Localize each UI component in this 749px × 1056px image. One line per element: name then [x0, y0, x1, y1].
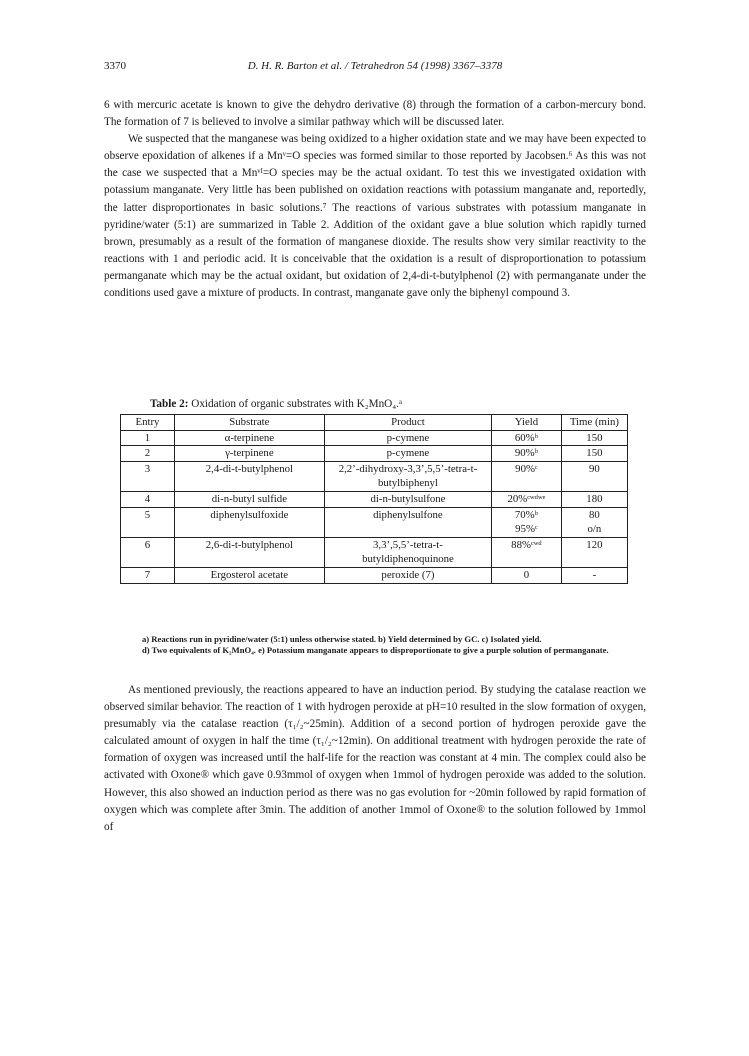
- cell-line: 2,4-di-t-butylphenol: [205, 462, 293, 475]
- table-row: [121, 461, 628, 491]
- table-cell-time: [561, 461, 627, 491]
- cell-line: 2,6-di-t-butylphenol: [205, 538, 293, 551]
- table-cell-substrate: [174, 430, 324, 446]
- body-text-top: [104, 97, 646, 302]
- page-number: 3370: [104, 60, 126, 72]
- page-header: [104, 60, 646, 76]
- cell-line: 20%ᶜʷᵈʷᵉ: [507, 492, 546, 505]
- table-cell-substrate: [174, 537, 324, 567]
- cell-line: -: [592, 568, 597, 581]
- table-row: [121, 507, 628, 537]
- footnote: a) Reactions run in pyridine/water (5:1) unless otherwise stated. b) Yield determined by GC. c) Isolated yield.: [142, 634, 542, 644]
- table-caption-label: Table 2:: [150, 398, 189, 410]
- cell-line: 88%ᶜʷᵈ: [511, 538, 542, 551]
- table-cell-product: [324, 567, 491, 583]
- table-row: [121, 430, 628, 446]
- table-cell-entry: 1: [121, 430, 175, 446]
- cell-line: 70%ᵇ: [514, 508, 539, 521]
- table-cell-substrate: [174, 507, 324, 537]
- cell-line: di-n-butyl sulfide: [211, 492, 288, 505]
- cell-line: 150: [586, 447, 603, 460]
- table-row: [121, 491, 628, 507]
- paragraph: As mentioned previously, the reactions appeared to have an induction period. By studying the catalase reaction we observed similar behavior. The reaction of 1 with hydrogen peroxide at pH=10 resulted in the slow formation of oxygen, presumably via the catalase reaction (τ₁/₂~25min). Addition of a second portion of hydrogen peroxide gave the calculated amount of oxygen in half the time (τ₁/₂~12min). On additional treatment with hydrogen peroxide the rate of formation of oxygen was increased until the half-life for the reaction was constant at 4 min. The complex could also be activated with Oxone® which gave 0.93mmol of oxygen when 1mmol of hydrogen peroxide was added to the solution. However, this also showed an induction period as there was no gas evolution for ~20min followed by rapid formation of oxygen which was complete after 3min. The addition of another 1mmol of Oxone® to the solution followed by 1mmol of: [104, 684, 646, 833]
- cell-line: 2,2’-dihydroxy-3,3’,5,5’-tetra-t-: [338, 462, 478, 475]
- table-caption-text: Oxidation of organic substrates with K₂MnO₄.ᵃ: [191, 398, 403, 410]
- table-cell-time: [561, 507, 627, 537]
- cell-line: butylbiphenyl: [377, 477, 438, 490]
- table-cell-time: [561, 567, 627, 583]
- cell-line: 90%ᵇ: [514, 447, 539, 460]
- cell-line: 120: [586, 538, 603, 551]
- table-cell-substrate: [174, 461, 324, 491]
- cell-line: 90%ᶜ: [515, 462, 538, 475]
- table-cell-yield: [492, 507, 562, 537]
- table-cell-product: [324, 446, 491, 462]
- table-row: [121, 537, 628, 567]
- cell-line: o/n: [587, 523, 602, 536]
- table-body: [121, 430, 628, 583]
- table-cell-yield: [492, 461, 562, 491]
- table-cell-yield: [492, 567, 562, 583]
- results-table: [120, 414, 628, 584]
- table-cell-entry: 6: [121, 537, 175, 567]
- cell-line: 150: [586, 431, 603, 444]
- cell-line: diphenylsulfoxide: [210, 508, 289, 521]
- cell-line: 95%ᶜ: [515, 523, 538, 536]
- table-cell-product: [324, 491, 491, 507]
- table-cell-entry: 3: [121, 461, 175, 491]
- table-cell-time: [561, 430, 627, 446]
- footnote: d) Two equivalents of K₂MnO₄. e) Potassium manganate appears to disproportionate to give a purple solution of permanganate.: [142, 644, 609, 655]
- table-cell-substrate: [174, 446, 324, 462]
- table-cell-entry: 2: [121, 446, 175, 462]
- cell-line: 90: [589, 462, 600, 475]
- table-cell-time: [561, 537, 627, 567]
- table-cell-entry: 5: [121, 507, 175, 537]
- table-cell-time: [561, 446, 627, 462]
- column-header-substrate: Substrate: [174, 415, 324, 431]
- cell-line: 180: [586, 492, 603, 505]
- cell-line: butyldiphenoquinone: [362, 553, 454, 566]
- cell-line: γ-terpinene: [225, 447, 274, 460]
- cell-line: p-cymene: [386, 447, 430, 460]
- column-header-yield: Yield: [492, 415, 562, 431]
- cell-line: di-n-butylsulfone: [370, 492, 446, 505]
- table-row: [121, 567, 628, 583]
- table-cell-product: [324, 430, 491, 446]
- table-cell-time: [561, 491, 627, 507]
- column-header-time: Time (min): [561, 415, 627, 431]
- table-header-row: [121, 415, 628, 431]
- table-cell-product: [324, 537, 491, 567]
- table-cell-product: [324, 461, 491, 491]
- table-cell-yield: [492, 537, 562, 567]
- cell-line: α-terpinene: [224, 431, 275, 444]
- column-header-product: Product: [324, 415, 491, 431]
- cell-line: 60%ᵇ: [514, 431, 539, 444]
- table-cell-yield: [492, 446, 562, 462]
- paragraph: We suspected that the manganese was being oxidized to a higher oxidation state and we may have been expected to observe epoxidation of alkenes if a Mnᵛ=O species was formed similar to those reported by Jacobsen.⁶ As this was not the case we suspected that a Mnᵛᴵ=O species may be the actual oxidant. To test this we investigated oxidation with potassium manganate. Very little has been published on oxidation reactions with potassium manganate and, reportedly, the latter disproportionates in basic solutions.⁷ The reactions of various substrates with potassium manganate in pyridine/water (5:1) are summarized in Table 2. Addition of the oxidant gave a blue solution which rapidly turned brown, presumably as a result of the formation of manganese dioxide. The results show very similar reactivity to the reactions with 1 and periodic acid. It is conceivable that the oxidation is a result of disproportionation to potassium permanganate which may be the actual oxidant, but oxidation of 2,4-di-t-butylphenol (2) with permanganate under the conditions used gave a mixture of products. In contrast, manganate gave only the biphenyl compound 3.: [104, 133, 646, 300]
- cell-line: 3,3’,5,5’-tetra-t-: [373, 538, 443, 551]
- table-caption: [150, 398, 402, 410]
- cell-line: peroxide (7): [381, 568, 435, 581]
- column-header-entry: Entry: [121, 415, 175, 431]
- table-cell-substrate: [174, 567, 324, 583]
- paragraph: 6 with mercuric acetate is known to give the dehydro derivative (8) through the formation of a carbon-mercury bond. The formation of 7 is believed to involve a similar pathway which will be discussed later.: [104, 99, 646, 129]
- table-cell-yield: [492, 491, 562, 507]
- cell-line: 0: [523, 568, 530, 581]
- body-text-bottom: [104, 682, 646, 836]
- table-cell-entry: 4: [121, 491, 175, 507]
- cell-line: diphenylsulfone: [373, 508, 443, 521]
- cell-line: 80: [589, 508, 600, 521]
- table-cell-substrate: [174, 491, 324, 507]
- cell-line: Ergosterol acetate: [210, 568, 289, 581]
- running-head: D. H. R. Barton et al. / Tetrahedron 54 (1998) 3367–3378: [247, 60, 503, 72]
- cell-line: p-cymene: [386, 431, 430, 444]
- table-cell-product: [324, 507, 491, 537]
- table-footnotes: [142, 634, 632, 655]
- table-cell-entry: 7: [121, 567, 175, 583]
- table-row: [121, 446, 628, 462]
- table-cell-yield: [492, 430, 562, 446]
